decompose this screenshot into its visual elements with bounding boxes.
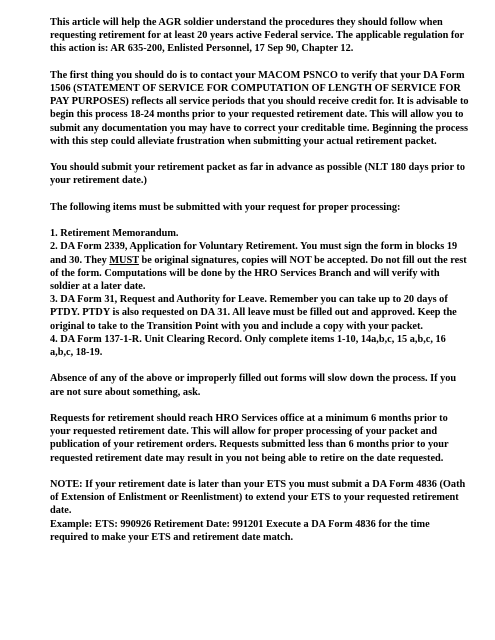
absence-paragraph: Absence of any of the above or improperly filled out forms will slow down the process. If you are not sure about something, ask.: [50, 373, 457, 398]
requests-paragraph: Requests for retirement should reach HRO Services office at a minimum 6 months prior to your requested retirement date. This will allow for proper processing of your packet and publication of your retirement orders. Requests submitted less than 6 months prior to your requested retirement date may result in you not being able to retire on the date requested.: [50, 413, 449, 464]
document-page: [50, 16, 470, 557]
must-emphasis: MUST: [109, 254, 139, 266]
intro-paragraph: This article will help the AGR soldier understand the procedures they should follow when requesting retirement for at least 20 years active Federal service. The applicable regulation for this action is: AR 635-200, Enlisted Personnel, 17 Sep 90, Chapter 12.: [50, 17, 464, 55]
items-intro-paragraph: The following items must be submitted with your request for proper processing:: [50, 201, 401, 213]
item-da-form-31: 3. DA Form 31, Request and Authority for Leave. Remember you can take up to 20 days of PTDY. PTDY is also requested on DA 31. All leave must be filled out and approved. Keep the original to take to the Transition Point with you and include a copy with your packet.: [50, 294, 457, 332]
first-step-paragraph: The first thing you should do is to contact your MACOM PSNCO to verify that your DA Form 1506 (STATEMENT OF SERVICE FOR COMPUTATION OF LENGTH OF SERVICE FOR PAY PURPOSES) reflects all service periods that you should receive credit for. It is advisable to begin this process 18-24 months prior to your requested retirement date. This will allow you to submit any documentation you may have to correct your creditable time. Beginning the process with this step could alleviate frustration when submitting your actual retirement packet.: [50, 69, 469, 147]
item-da-form-137: 4. DA Form 137-1-R. Unit Clearing Record. Only complete items 1-10, 14a,b,c, 15 a,b,c, 16 a,b,c, 18-19.: [50, 333, 446, 359]
item-retirement-memorandum: 1. Retirement Memorandum.: [50, 228, 179, 240]
note-text: NOTE: If your retirement date is later than your ETS you must submit a DA Form 4836 (Oath of Extension of Enlistment or Reenlistment) to extend your ETS to your requested retirement date.: [50, 479, 466, 517]
item-da-form-2339: [50, 241, 467, 292]
example-text: Example: ETS: 990926 Retirement Date: 991201 Execute a DA Form 4836 for the time required to make your ETS and retirement date match.: [50, 518, 430, 543]
item-da-form-2339-text-cont: be original signatures, copies will NOT be accepted. Do not fill out the rest of the form. Computations will be done by the HRO Services Branch and will verify with soldier at a later date.: [50, 254, 467, 292]
submit-advance-paragraph: You should submit your retirement packet as far in advance as possible (NLT 180 days prior to your retirement date.): [50, 162, 465, 187]
note-paragraph: [50, 478, 470, 544]
item-da-form-2339-text: 2. DA Form 2339, Application for Voluntary Retirement. You must sign the form in blocks 19 and 30. They: [50, 241, 458, 266]
required-items-list: [50, 227, 470, 359]
